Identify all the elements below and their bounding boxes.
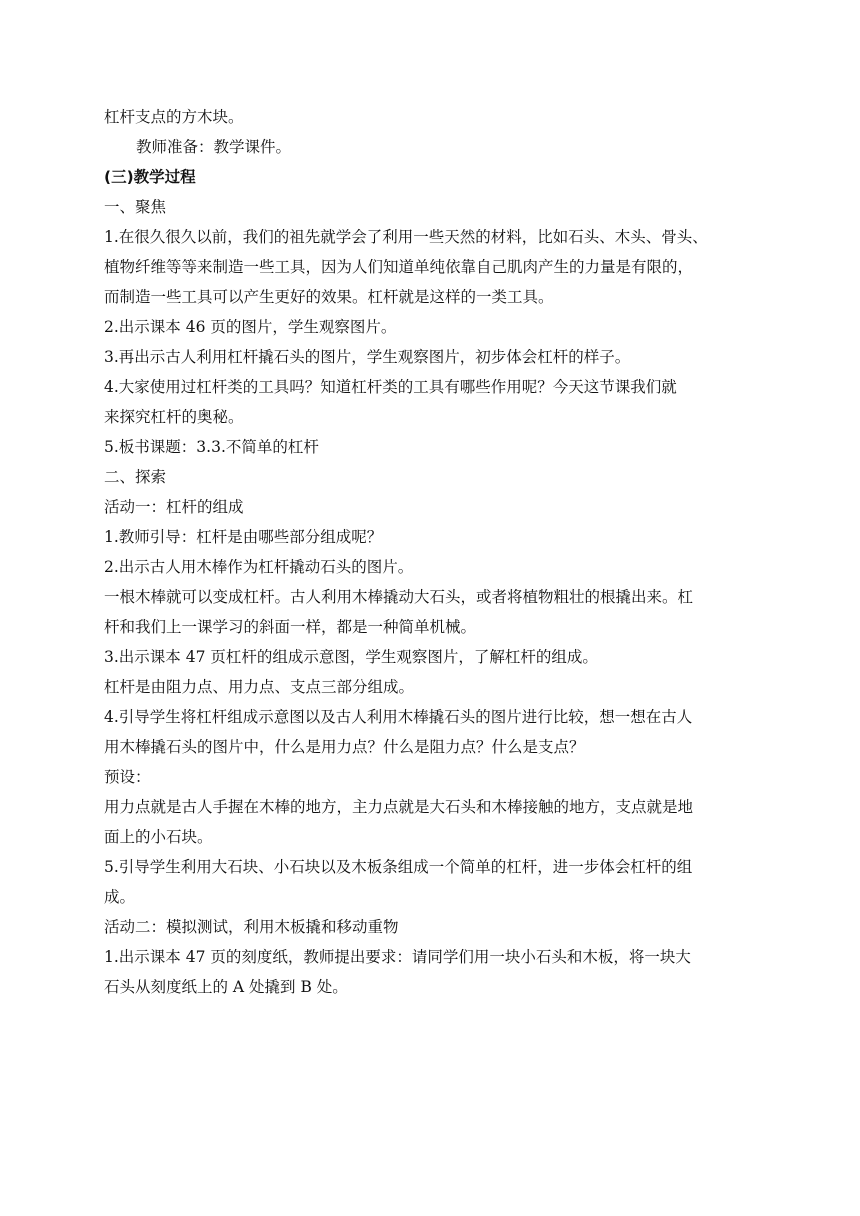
section-heading: (三)教学过程 — [104, 168, 196, 186]
text-line: 来探究杠杆的奥秘。 — [104, 408, 244, 426]
subsection-heading: 一、聚焦 — [104, 198, 167, 216]
text-line: 用力点就是古人手握在木棒的地方，主力点就是大石头和木棒接触的地方，支点就是地 — [104, 798, 694, 816]
text-line: 一根木棒就可以变成杠杆。古人利用木棒撬动大石头，或者将植物粗壮的根撬出来。杠 — [104, 588, 694, 606]
text-line: 教师准备：教学课件。 — [136, 138, 292, 156]
text-line: 植物纤维等等来制造一些工具，因为人们知道单纯依靠自己肌肉产生的力量是有限的， — [104, 258, 694, 276]
text-line: 而制造一些工具可以产生更好的效果。杠杆就是这样的一类工具。 — [104, 288, 554, 306]
activity-heading: 活动二：模拟测试，利用木板撬和移动重物 — [104, 918, 399, 936]
text-line: 用木棒撬石头的图片中，什么是用力点？什么是阻力点？什么是支点？ — [104, 738, 585, 756]
text-line: 1.出示课本 47 页的刻度纸，教师提出要求：请同学们用一块小石头和木板，将一块大 — [104, 948, 691, 966]
text-line: 4.引导学生将杠杆组成示意图以及古人利用木棒撬石头的图片进行比较，想一想在古人 — [104, 708, 693, 726]
subsection-heading: 二、探索 — [104, 468, 167, 486]
text-line: 成。 — [104, 888, 136, 906]
text-line: 2.出示课本 46 页的图片，学生观察图片。 — [104, 318, 397, 336]
document-body — [104, 102, 764, 1002]
text-line: 5.引导学生利用大石块、小石块以及木板条组成一个简单的杠杆，进一步体会杠杆的组 — [104, 858, 693, 876]
text-line: 2.出示古人用木棒作为杠杆撬动石头的图片。 — [104, 558, 414, 576]
text-line: 杠杆是由阻力点、用力点、支点三部分组成。 — [104, 678, 415, 696]
text-line: 3.出示课本 47 页杠杆的组成示意图，学生观察图片，了解杠杆的组成。 — [104, 648, 598, 666]
text-line: 面上的小石块。 — [104, 828, 213, 846]
text-line: 杆和我们上一课学习的斜面一样，都是一种简单机械。 — [104, 618, 477, 636]
activity-heading: 活动一：杠杆的组成 — [104, 498, 244, 516]
text-line: 3.再出示古人利用杠杆撬石头的图片，学生观察图片，初步体会杠杆的样子。 — [104, 348, 631, 366]
text-line: 5.板书课题：3.3.不简单的杠杆 — [104, 438, 319, 456]
text-line: 4.大家使用过杠杆类的工具吗？知道杠杆类的工具有哪些作用呢？今天这节课我们就 — [104, 378, 677, 396]
text-line: 1.教师引导：杠杆是由哪些部分组成呢？ — [104, 528, 383, 546]
text-line: 石头从刻度纸上的 A 处撬到 B 处。 — [104, 978, 348, 996]
text-line: 预设： — [104, 768, 151, 786]
text-line: 1.在很久很久以前，我们的祖先就学会了利用一些天然的材料，比如石头、木头、骨头、 — [104, 228, 708, 246]
text-line: 杠杆支点的方木块。 — [104, 108, 244, 126]
